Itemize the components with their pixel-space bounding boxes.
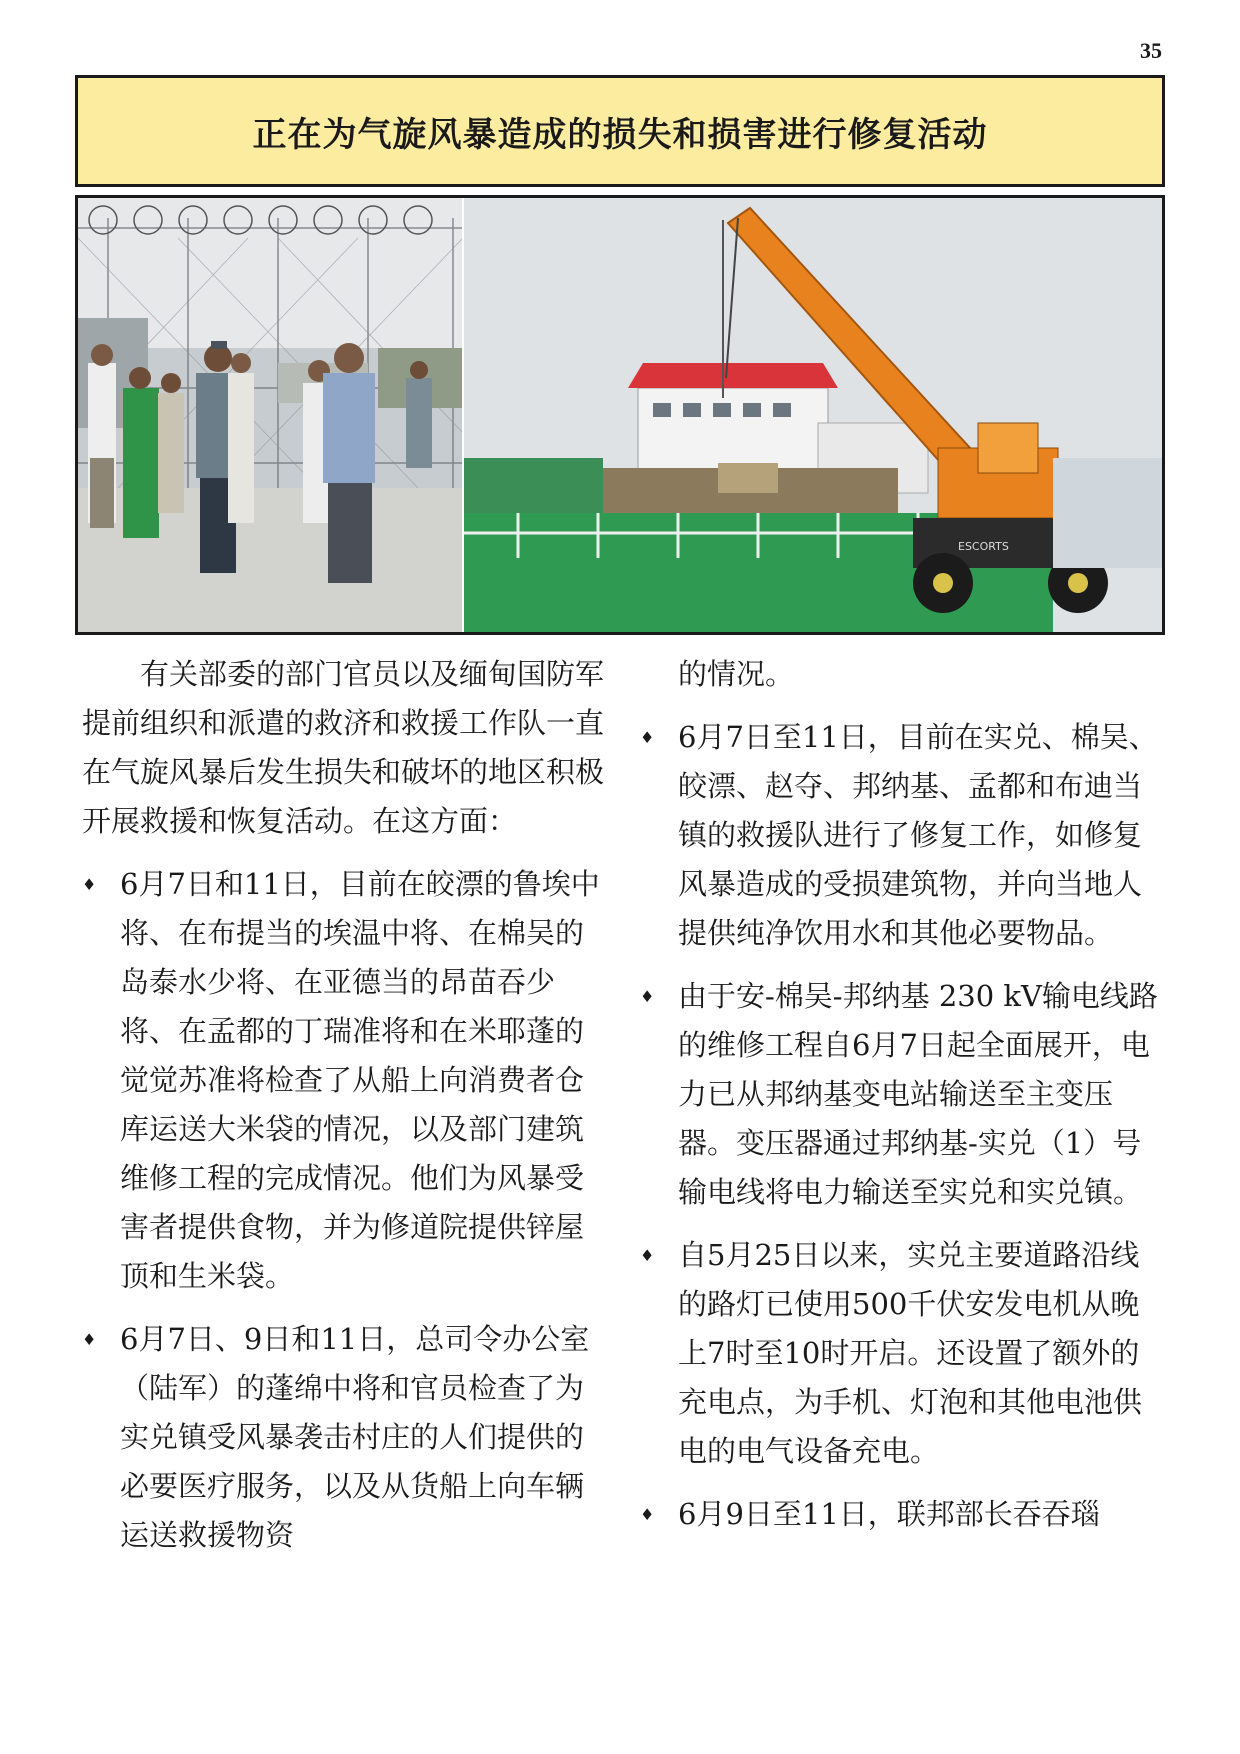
diamond-bullet-icon: ♦ bbox=[82, 875, 97, 894]
diamond-bullet-icon: ♦ bbox=[640, 1505, 655, 1524]
bullet-text: 6月9日至11日，联邦部长吞吞瑙 bbox=[678, 1497, 1100, 1531]
diamond-bullet-icon: ♦ bbox=[82, 1330, 97, 1349]
photo-officials-at-port bbox=[78, 198, 463, 632]
continuation-text: 的情况。 bbox=[678, 657, 795, 691]
photo-crane-ship bbox=[463, 198, 1162, 632]
bullet-item bbox=[640, 972, 1165, 1217]
crane-label: ESCORTS bbox=[958, 540, 1009, 553]
bullet-item bbox=[640, 713, 1165, 958]
left-column bbox=[82, 650, 612, 1574]
diamond-bullet-icon: ♦ bbox=[640, 987, 655, 1006]
bullet-item bbox=[640, 1490, 1165, 1539]
page-number: 35 bbox=[1140, 38, 1162, 63]
bullet-text: 由于安-棉吴-邦纳基 230 kV输电线路的维修工程自6月7日起全面展开，电力已从邦纳基变电站输送至主变压器。变压器通过邦纳基-实兑（1）号输电线将电力输送至实兑和实兑镇。 bbox=[678, 979, 1158, 1209]
diamond-bullet-icon: ♦ bbox=[640, 1246, 655, 1265]
bullet-text: 6月7日和11日，目前在皎漂的鲁埃中将、在布提当的埃温中将、在棉吴的岛泰水少将、在亚德当的昂苗吞少将、在孟都的丁瑞准将和在米耶蓬的觉觉苏准将检查了从船上向消费者仓库运送大米袋的情况，以及部门建筑维修工程的完成情况。他们为风暴受害者提供食物，并为修道院提供锌屋顶和生米袋。 bbox=[120, 867, 600, 1293]
bullet-item bbox=[640, 1231, 1165, 1476]
diamond-bullet-icon: ♦ bbox=[640, 728, 655, 747]
photo-collage bbox=[78, 198, 1162, 632]
intro-paragraph: 有关部委的部门官员以及缅甸国防军提前组织和派遣的救济和救援工作队一直在气旋风暴后发生损失和破坏的地区积极开展救援和恢复活动。在这方面： bbox=[82, 657, 605, 838]
bullet-item bbox=[82, 860, 612, 1301]
bullet-item bbox=[82, 1315, 612, 1560]
bullet-text: 6月7日至11日，目前在实兑、棉吴、皎漂、赵夺、邦纳基、孟都和布迪当镇的救援队进行了修复工作，如修复风暴造成的受损建筑物，并向当地人提供纯净饮用水和其他必要物品。 bbox=[678, 720, 1158, 950]
bullet-text: 6月7日、9日和11日，总司令办公室（陆军）的蓬绵中将和官员检查了为实兑镇受风暴袭击村庄的人们提供的必要医疗服务，以及从货船上向车辆运送救援物资 bbox=[120, 1322, 590, 1552]
page-title: 正在为气旋风暴造成的损失和损害进行修复活动 bbox=[252, 114, 988, 155]
title-banner bbox=[75, 75, 1165, 187]
photo-frame bbox=[75, 195, 1165, 635]
right-column bbox=[640, 650, 1165, 1553]
bullet-text: 自5月25日以来，实兑主要道路沿线的路灯已使用500千伏安发电机从晚上7时至10时开启。还设置了额外的充电点，为手机、灯泡和其他电池供电的电气设备充电。 bbox=[678, 1238, 1143, 1468]
